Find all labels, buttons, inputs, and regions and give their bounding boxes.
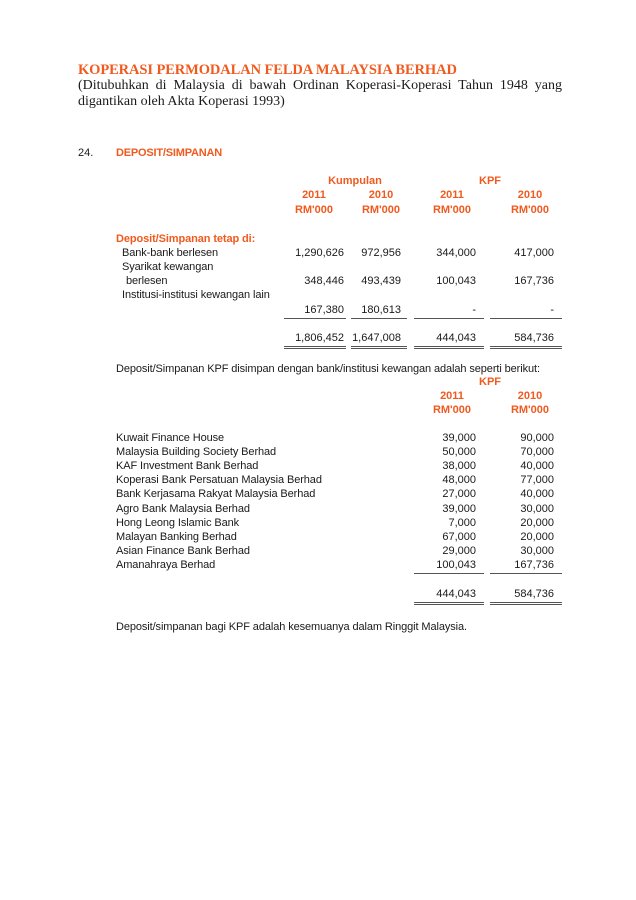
subtotal-rule xyxy=(490,573,562,574)
unit-header: RM'000 xyxy=(432,404,472,416)
cell-value: 100,043 xyxy=(436,275,476,287)
row-label: Syarikat kewangan xyxy=(122,261,214,273)
row-label: Institusi-institusi kewangan lain xyxy=(122,289,270,301)
subtotal-rule xyxy=(490,318,562,319)
unit-header: RM'000 xyxy=(510,204,550,216)
cell-value: 40,000 xyxy=(520,488,554,500)
cell-value: 493,439 xyxy=(361,275,401,287)
year-header: 2011 xyxy=(440,390,464,402)
cell-value: 20,000 xyxy=(520,531,554,543)
cell-value: 27,000 xyxy=(442,488,476,500)
cell-value: 77,000 xyxy=(520,474,554,486)
cell-value: 39,000 xyxy=(442,503,476,515)
cell-value: 972,956 xyxy=(361,247,401,259)
cell-value: 167,736 xyxy=(514,559,554,571)
row-label: Hong Leong Islamic Bank xyxy=(116,517,240,529)
table1-subheading: Deposit/Simpanan tetap di: xyxy=(116,233,256,245)
total-double-rule xyxy=(351,346,407,349)
cell-value: 348,446 xyxy=(304,275,344,287)
total-value: 584,736 xyxy=(514,332,554,344)
subtotal-rule xyxy=(284,318,346,319)
cell-value: 167,736 xyxy=(514,275,554,287)
total-double-rule xyxy=(284,346,346,349)
cell-value: - xyxy=(472,304,476,316)
year-header: 2010 xyxy=(368,189,394,201)
row-label: Malayan Banking Berhad xyxy=(116,531,237,543)
total-double-rule xyxy=(414,346,484,349)
cell-value: 39,000 xyxy=(442,432,476,444)
cell-value: 417,000 xyxy=(514,247,554,259)
cell-value: 20,000 xyxy=(520,517,554,529)
footnote: Deposit/simpanan bagi KPF adalah kesemuanya dalam Ringgit Malaysia. xyxy=(116,621,467,633)
cell-value: 167,380 xyxy=(304,304,344,316)
unit-header: RM'000 xyxy=(510,404,550,416)
cell-value: 50,000 xyxy=(442,446,476,458)
organization-title: KOPERASI PERMODALAN FELDA MALAYSIA BERHAD xyxy=(78,62,457,78)
subtotal-rule xyxy=(414,318,484,319)
year-header: 2010 xyxy=(517,189,543,201)
total-value: 444,043 xyxy=(436,588,476,600)
group-header-kumpulan: Kumpulan xyxy=(328,175,382,187)
unit-header: RM'000 xyxy=(432,204,472,216)
row-label: Koperasi Bank Persatuan Malaysia Berhad xyxy=(116,474,322,486)
cell-value: 30,000 xyxy=(520,503,554,515)
row-label: Bank Kerjasama Rakyat Malaysia Berhad xyxy=(116,488,316,500)
total-double-rule xyxy=(490,346,562,349)
total-value: 1,647,008 xyxy=(352,332,401,344)
row-label: berlesen xyxy=(126,275,168,287)
year-header: 2011 xyxy=(440,189,464,201)
section-number: 24. xyxy=(78,147,94,159)
total-value: 584,736 xyxy=(514,588,554,600)
row-label: Malaysia Building Society Berhad xyxy=(116,446,277,458)
total-double-rule xyxy=(490,602,562,605)
cell-value: 40,000 xyxy=(520,460,554,472)
subtotal-rule xyxy=(351,318,407,319)
cell-value: 29,000 xyxy=(442,545,476,557)
year-header: 2010 xyxy=(517,390,543,402)
row-label: Agro Bank Malaysia Berhad xyxy=(116,503,250,515)
section-title: DEPOSIT/SIMPANAN xyxy=(116,147,222,159)
group-header-kpf: KPF xyxy=(479,376,501,388)
row-label: Bank-bank berlesen xyxy=(122,247,219,259)
total-value: 444,043 xyxy=(436,332,476,344)
cell-value: 48,000 xyxy=(442,474,476,486)
unit-header: RM'000 xyxy=(361,204,401,216)
group-header-kpf: KPF xyxy=(479,175,501,187)
total-double-rule xyxy=(414,602,484,605)
cell-value: 180,613 xyxy=(361,304,401,316)
row-label: KAF Investment Bank Berhad xyxy=(116,460,259,472)
table2-intro: Deposit/Simpanan KPF disimpan dengan bank/institusi kewangan adalah seperti berikut: xyxy=(116,363,540,375)
cell-value: 70,000 xyxy=(520,446,554,458)
cell-value: 90,000 xyxy=(520,432,554,444)
cell-value: 344,000 xyxy=(436,247,476,259)
cell-value: 38,000 xyxy=(442,460,476,472)
cell-value: 1,290,626 xyxy=(295,247,344,259)
organization-subtitle: (Ditubuhkan di Malaysia di bawah Ordinan Koperasi-Koperasi Tahun 1948 yang digantikan oleh Akta Koperasi 1993) xyxy=(78,78,562,109)
subtotal-rule xyxy=(414,573,484,574)
cell-value: 67,000 xyxy=(442,531,476,543)
cell-value: 100,043 xyxy=(436,559,476,571)
cell-value: 7,000 xyxy=(448,517,476,529)
year-header: 2011 xyxy=(302,189,326,201)
row-label: Asian Finance Bank Berhad xyxy=(116,545,250,557)
cell-value: 30,000 xyxy=(520,545,554,557)
unit-header: RM'000 xyxy=(294,204,334,216)
cell-value: - xyxy=(550,304,554,316)
row-label: Amanahraya Berhad xyxy=(116,559,216,571)
total-value: 1,806,452 xyxy=(295,332,344,344)
row-label: Kuwait Finance House xyxy=(116,432,225,444)
